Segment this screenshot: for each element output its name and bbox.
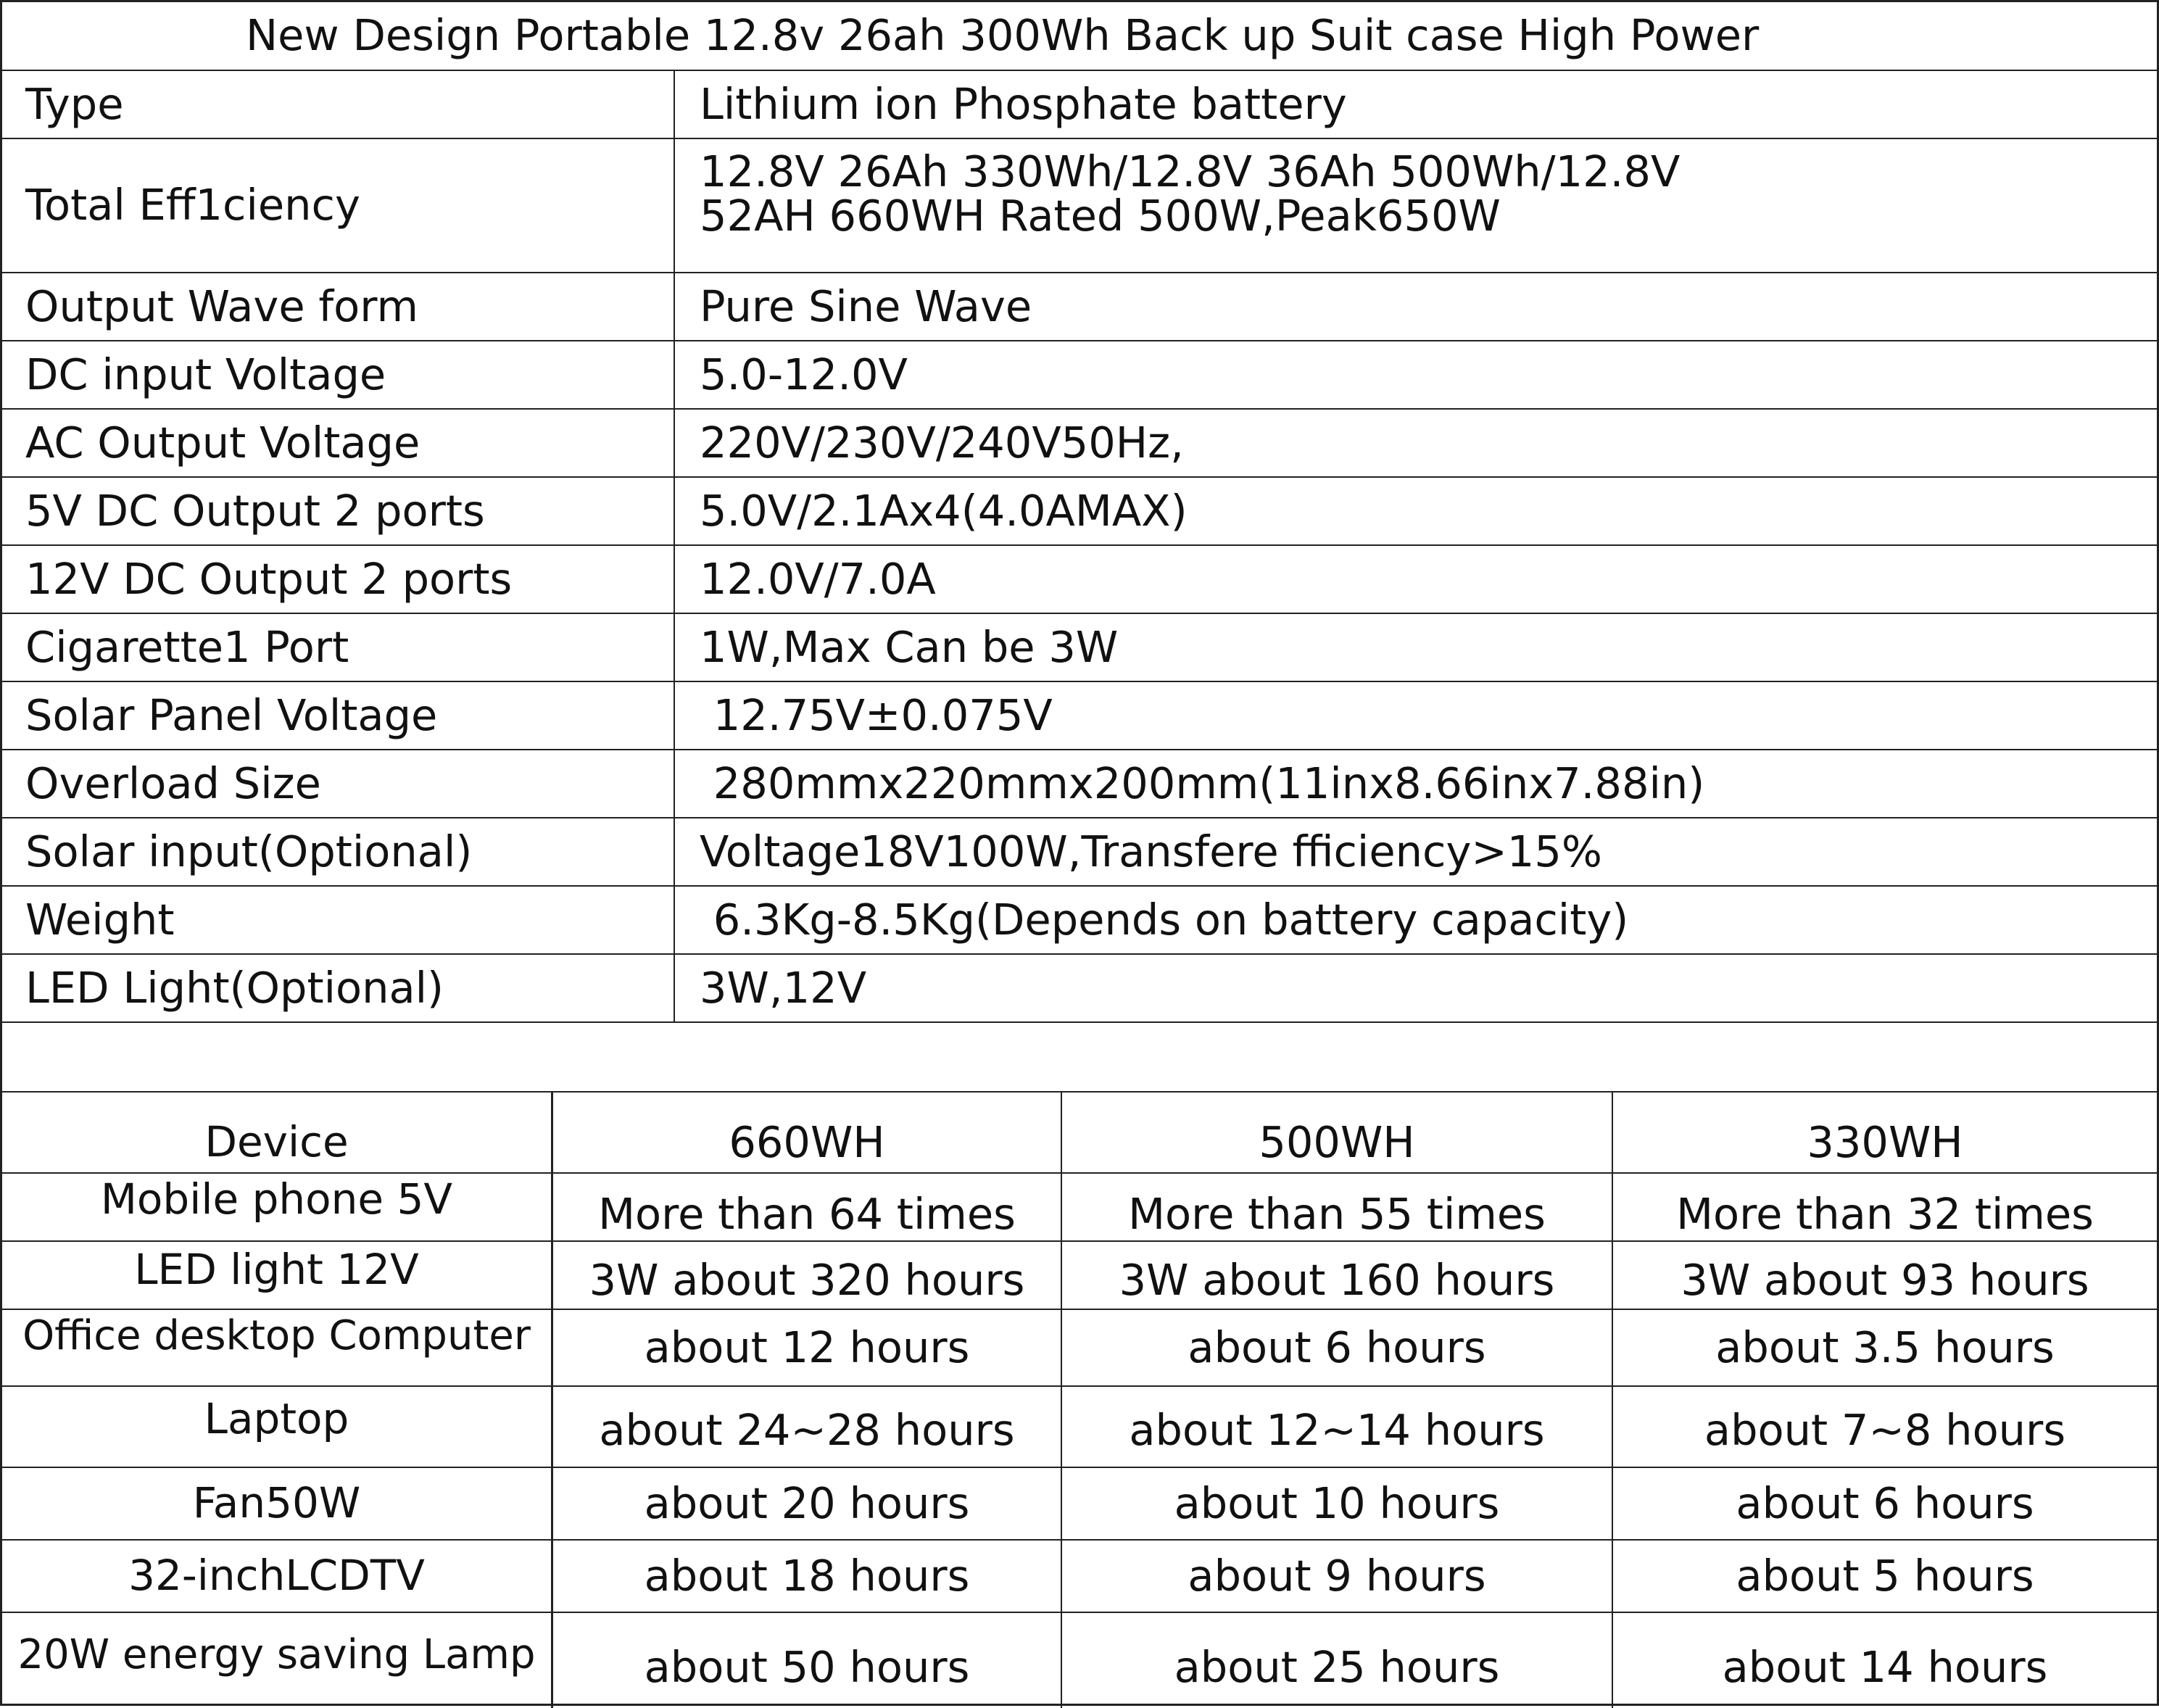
table-row: [2, 1174, 2157, 1242]
spec-row-solar-panel-voltage: [2, 682, 2157, 750]
spec-row-led-light: [2, 955, 2157, 1023]
runtime-660wh: about 12 hours: [553, 1310, 1062, 1385]
runtime-660wh: More than 64 times: [553, 1174, 1062, 1240]
spec-value: 280mmx220mmx200mm(11inx8.66inx7.88in): [700, 758, 1705, 808]
runtime-500wh: about 25 hours: [1062, 1613, 1613, 1708]
spec-row-dc-input-voltage: [2, 341, 2157, 410]
device-name: LED light 12V: [2, 1242, 553, 1309]
runtime-330wh: More than 32 times: [1676, 1188, 2094, 1239]
spec-value: 220V/230V/240V50Hz,: [700, 417, 1184, 468]
spec-label: Solar input(Optional): [2, 818, 675, 885]
runtime-330wh: about 3.5 hours: [1715, 1322, 2055, 1372]
spec-row-ac-output-voltage: [2, 410, 2157, 478]
device-name: 32-inchLCDTV: [2, 1541, 553, 1612]
spacer-row: [2, 1023, 2157, 1093]
spec-value: 12.0V/7.0A: [700, 553, 936, 604]
runtime-330wh: about 14 hours: [1722, 1642, 2048, 1693]
spec-value: 6.3Kg-8.5Kg(Depends on battery capacity): [700, 894, 1629, 945]
spec-label: Type: [2, 71, 675, 138]
spec-value: Lithium ion Phosphate battery: [700, 78, 1347, 129]
runtime-500wh: 3W about 160 hours: [1062, 1242, 1613, 1309]
runtime-header-row: [2, 1093, 2157, 1174]
runtime-500wh: about 6 hours: [1062, 1310, 1613, 1385]
runtime-500wh: about 9 hours: [1062, 1541, 1613, 1612]
runtime-660wh: about 50 hours: [553, 1613, 1062, 1708]
table-row: [2, 1242, 2157, 1310]
table-row: [2, 1541, 2157, 1613]
spec-label: 5V DC Output 2 ports: [2, 478, 675, 544]
spec-label: Cigarette1 Port: [2, 614, 675, 681]
device-name: 20W energy saving Lamp: [2, 1613, 553, 1708]
runtime-500wh: about 12~14 hours: [1062, 1387, 1613, 1467]
spec-value: 5.0V/2.1Ax4(4.0AMAX): [700, 485, 1188, 536]
column-header-500wh: 500WH: [1062, 1093, 1613, 1172]
runtime-660wh: about 18 hours: [553, 1541, 1062, 1612]
spec-row-cigarette-port: [2, 614, 2157, 682]
spec-label: AC Output Voltage: [2, 410, 675, 476]
column-header-device: Device: [2, 1093, 553, 1172]
spec-value: Voltage18V100W,Transfere fficiency>15%: [700, 826, 1602, 876]
spec-row-weight: [2, 887, 2157, 955]
runtime-660wh: about 20 hours: [553, 1468, 1062, 1539]
spec-label: LED Light(Optional): [2, 955, 675, 1021]
spec-label: Weight: [2, 887, 675, 953]
spec-value: [675, 139, 2157, 272]
spec-value-line: 12.8V 26Ah 330Wh/12.8V 36Ah 500Wh/12.8V: [700, 146, 1681, 197]
spec-value: 12.75V±0.075V: [700, 689, 1053, 740]
spec-label: 12V DC Output 2 ports: [2, 546, 675, 613]
column-header-660wh: 660WH: [553, 1093, 1062, 1172]
table-title: New Design Portable 12.8v 26ah 300Wh Back up Suit case High Power: [246, 10, 1760, 61]
device-name: Office desktop Computer: [2, 1310, 553, 1385]
spec-row-solar-input: [2, 818, 2157, 887]
spec-value: 3W,12V: [700, 962, 867, 1013]
spec-row-output-wave-form: [2, 273, 2157, 341]
device-name: Mobile phone 5V: [2, 1174, 553, 1240]
spec-value-line: 52AH 660WH Rated 500W,Peak650W: [700, 190, 1501, 241]
spec-value: 5.0-12.0V: [700, 349, 908, 399]
spec-row-type: [2, 71, 2157, 139]
spec-row-overload-size: [2, 750, 2157, 818]
spec-label: Solar Panel Voltage: [2, 682, 675, 749]
runtime-660wh: 3W about 320 hours: [553, 1242, 1062, 1309]
device-name: Fan50W: [2, 1468, 553, 1539]
spec-row-12v-dc-output: [2, 546, 2157, 614]
runtime-500wh: about 10 hours: [1062, 1468, 1613, 1539]
spec-label: Total Eff1ciency: [2, 139, 675, 272]
runtime-500wh: More than 55 times: [1062, 1174, 1613, 1240]
runtime-330wh: about 6 hours: [1736, 1477, 2034, 1528]
spec-row-total-efficiency: [2, 139, 2157, 273]
column-header-330wh: 330WH: [1807, 1116, 1963, 1167]
spec-row-5v-dc-output: [2, 478, 2157, 546]
spec-label: Overload Size: [2, 750, 675, 817]
runtime-660wh: about 24~28 hours: [553, 1387, 1062, 1467]
runtime-330wh: about 7~8 hours: [1704, 1404, 2066, 1455]
title-row: [2, 2, 2157, 71]
table-row: [2, 1468, 2157, 1541]
table-row: [2, 1387, 2157, 1468]
runtime-330wh: about 5 hours: [1736, 1550, 2034, 1601]
spec-value: Pure Sine Wave: [700, 281, 1032, 331]
spec-label: Output Wave form: [2, 273, 675, 340]
table-row: [2, 1613, 2157, 1708]
table-row: [2, 1310, 2157, 1387]
spec-label: DC input Voltage: [2, 341, 675, 408]
spec-value: 1W,Max Can be 3W: [700, 621, 1119, 672]
device-name: Laptop: [2, 1387, 553, 1467]
runtime-330wh: 3W about 93 hours: [1681, 1254, 2089, 1305]
